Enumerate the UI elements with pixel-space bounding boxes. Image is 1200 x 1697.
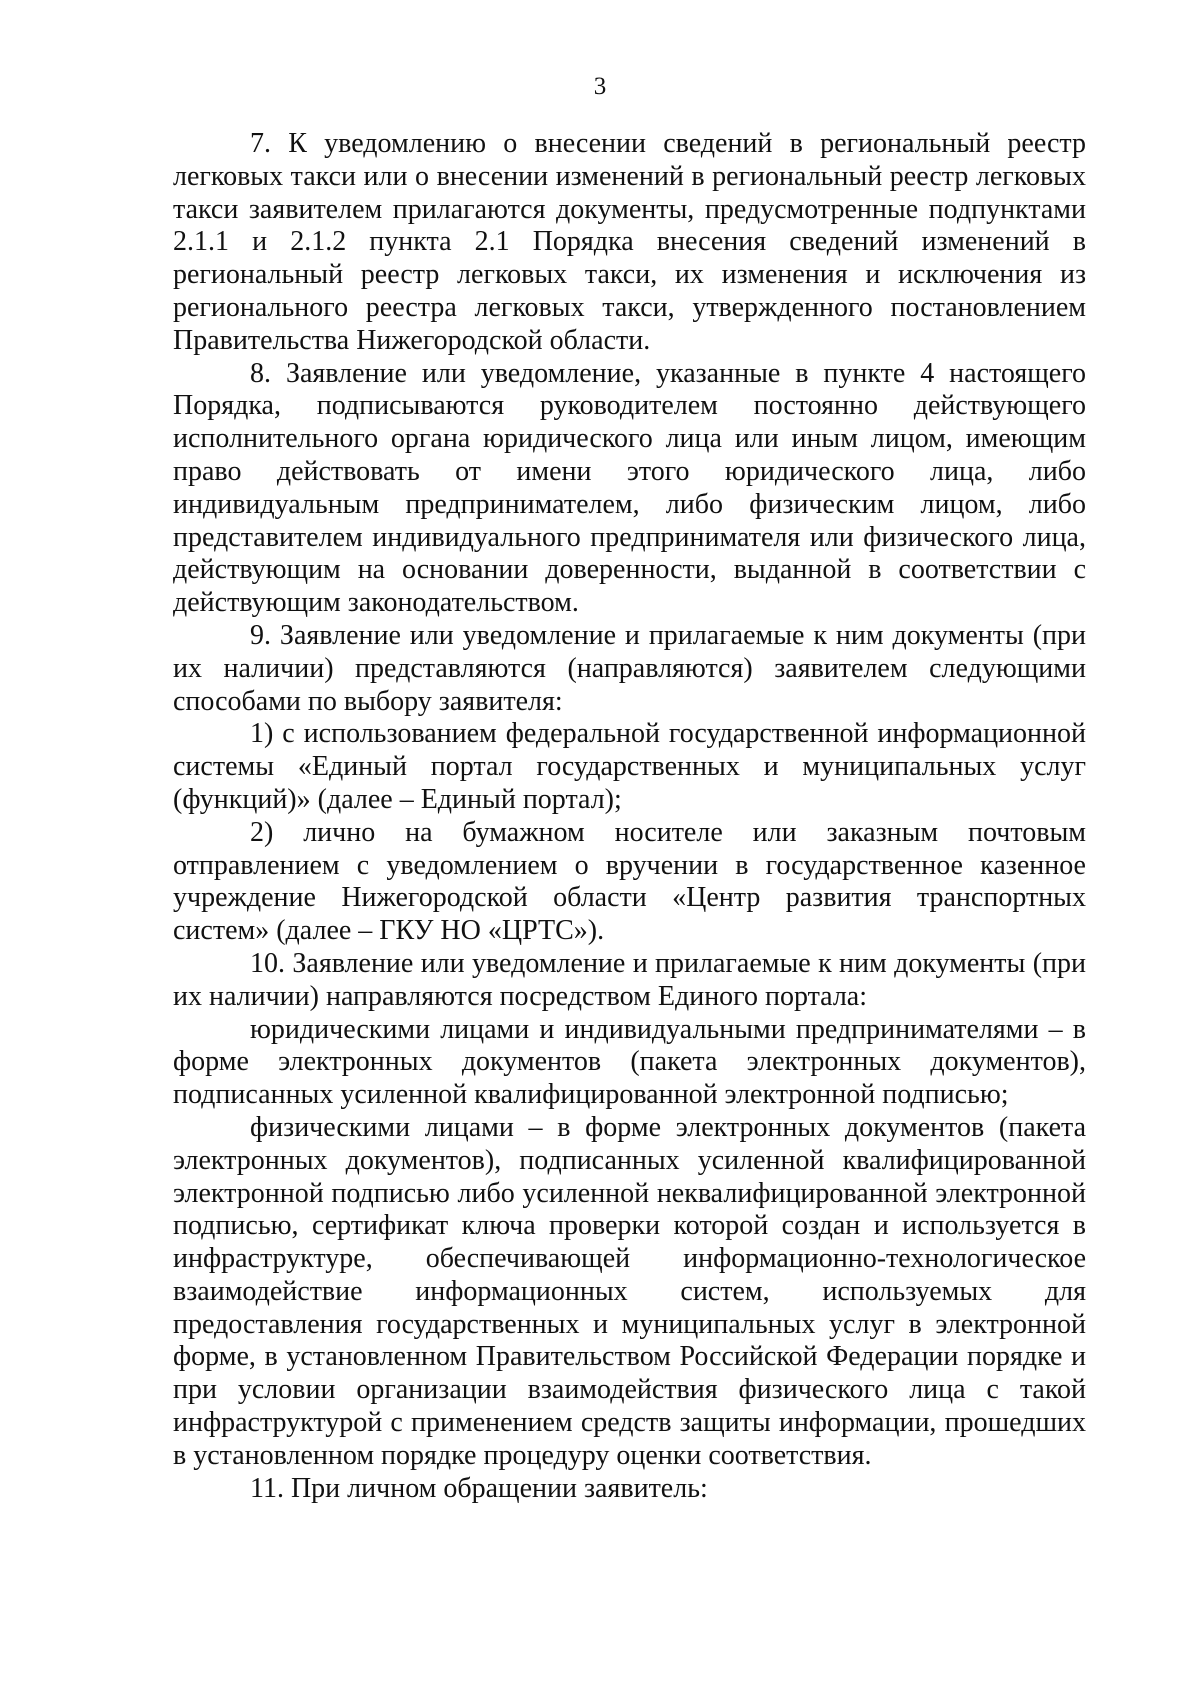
paragraph-8-signatories: 8. Заявление или уведомление, указанные в пункте 4 настоящего Порядка, подписываются руководителем постоянно действующего исполнительного органа юридического лица или иным лицом, имеющим право действовать от имени этого юридического лица, либо индивидуальным предпринимателем, либо физическим лицом, либо представителем индивидуального предпринимателя или физического лица, действующим на основании доверенности, выданной в соответствии с действующим законодательством. <box>173 357 1086 619</box>
paragraph-11-personal-visit: 11. При личном обращении заявитель: <box>250 1472 708 1504</box>
paragraph-legal-entities: юридическими лицами и индивидуальными предпринимателями – в форме электронных документов (пакета электронных документов), подписанных усиленной квалифицированной электронной подписью; <box>173 1013 1086 1111</box>
paragraph-10-portal-submission: 10. Заявление или уведомление и прилагаемые к ним документы (при их наличии) направляются посредством Единого портала: <box>173 947 1086 1012</box>
paragraph-9-submission-methods: 9. Заявление или уведомление и прилагаемые к ним документы (при их наличии) представляются (направляются) заявителем следующими способами по выбору заявителя: <box>173 619 1086 717</box>
list-item-2-paper-submission: 2) лично на бумажном носителе или заказным почтовым отправлением с уведомлением о вручении в государственное казенное учреждение Нижегородской области «Центр развития транспортных систем» (далее – ГКУ НО «ЦРТС»). <box>173 816 1086 947</box>
paragraph-individuals: физическими лицами – в форме электронных документов (пакета электронных документов), подписанных усиленной квалифицированной электронной подписью либо усиленной неквалифицированной электронной подписью, сертификат ключа проверки которой создан и используется в инфраструктуре, обеспечивающей информационно-технологическое взаимодействие информационных систем, используемых для предоставления государственных и муниципальных услуг в электронной форме, в установленном Правительством Российской Федерации порядке и при условии организации взаимодействия физического лица с такой инфраструктурой с применением средств защиты информации, прошедших в установленном порядке процедуру оценки соответствия. <box>173 1111 1086 1471</box>
paragraph-7-attached-documents: 7. К уведомлению о внесении сведений в региональный реестр легковых такси или о внесении изменений в региональный реестр легковых такси заявителем прилагаются документы, предусмотренные подпунктами 2.1.1 и 2.1.2 пункта 2.1 Порядка внесения сведений изменений в региональный реестр легковых такси, их изменения и исключения из регионального реестра легковых такси, утвержденного постановлением Правительства Нижегородской области. <box>173 128 1086 356</box>
document-body <box>173 128 1086 1505</box>
page-number: 3 <box>593 73 607 100</box>
list-item-1-unified-portal: 1) с использованием федеральной государственной информационной системы «Единый портал государственных и муниципальных услуг (функций)» (далее – Единый портал); <box>173 718 1086 815</box>
